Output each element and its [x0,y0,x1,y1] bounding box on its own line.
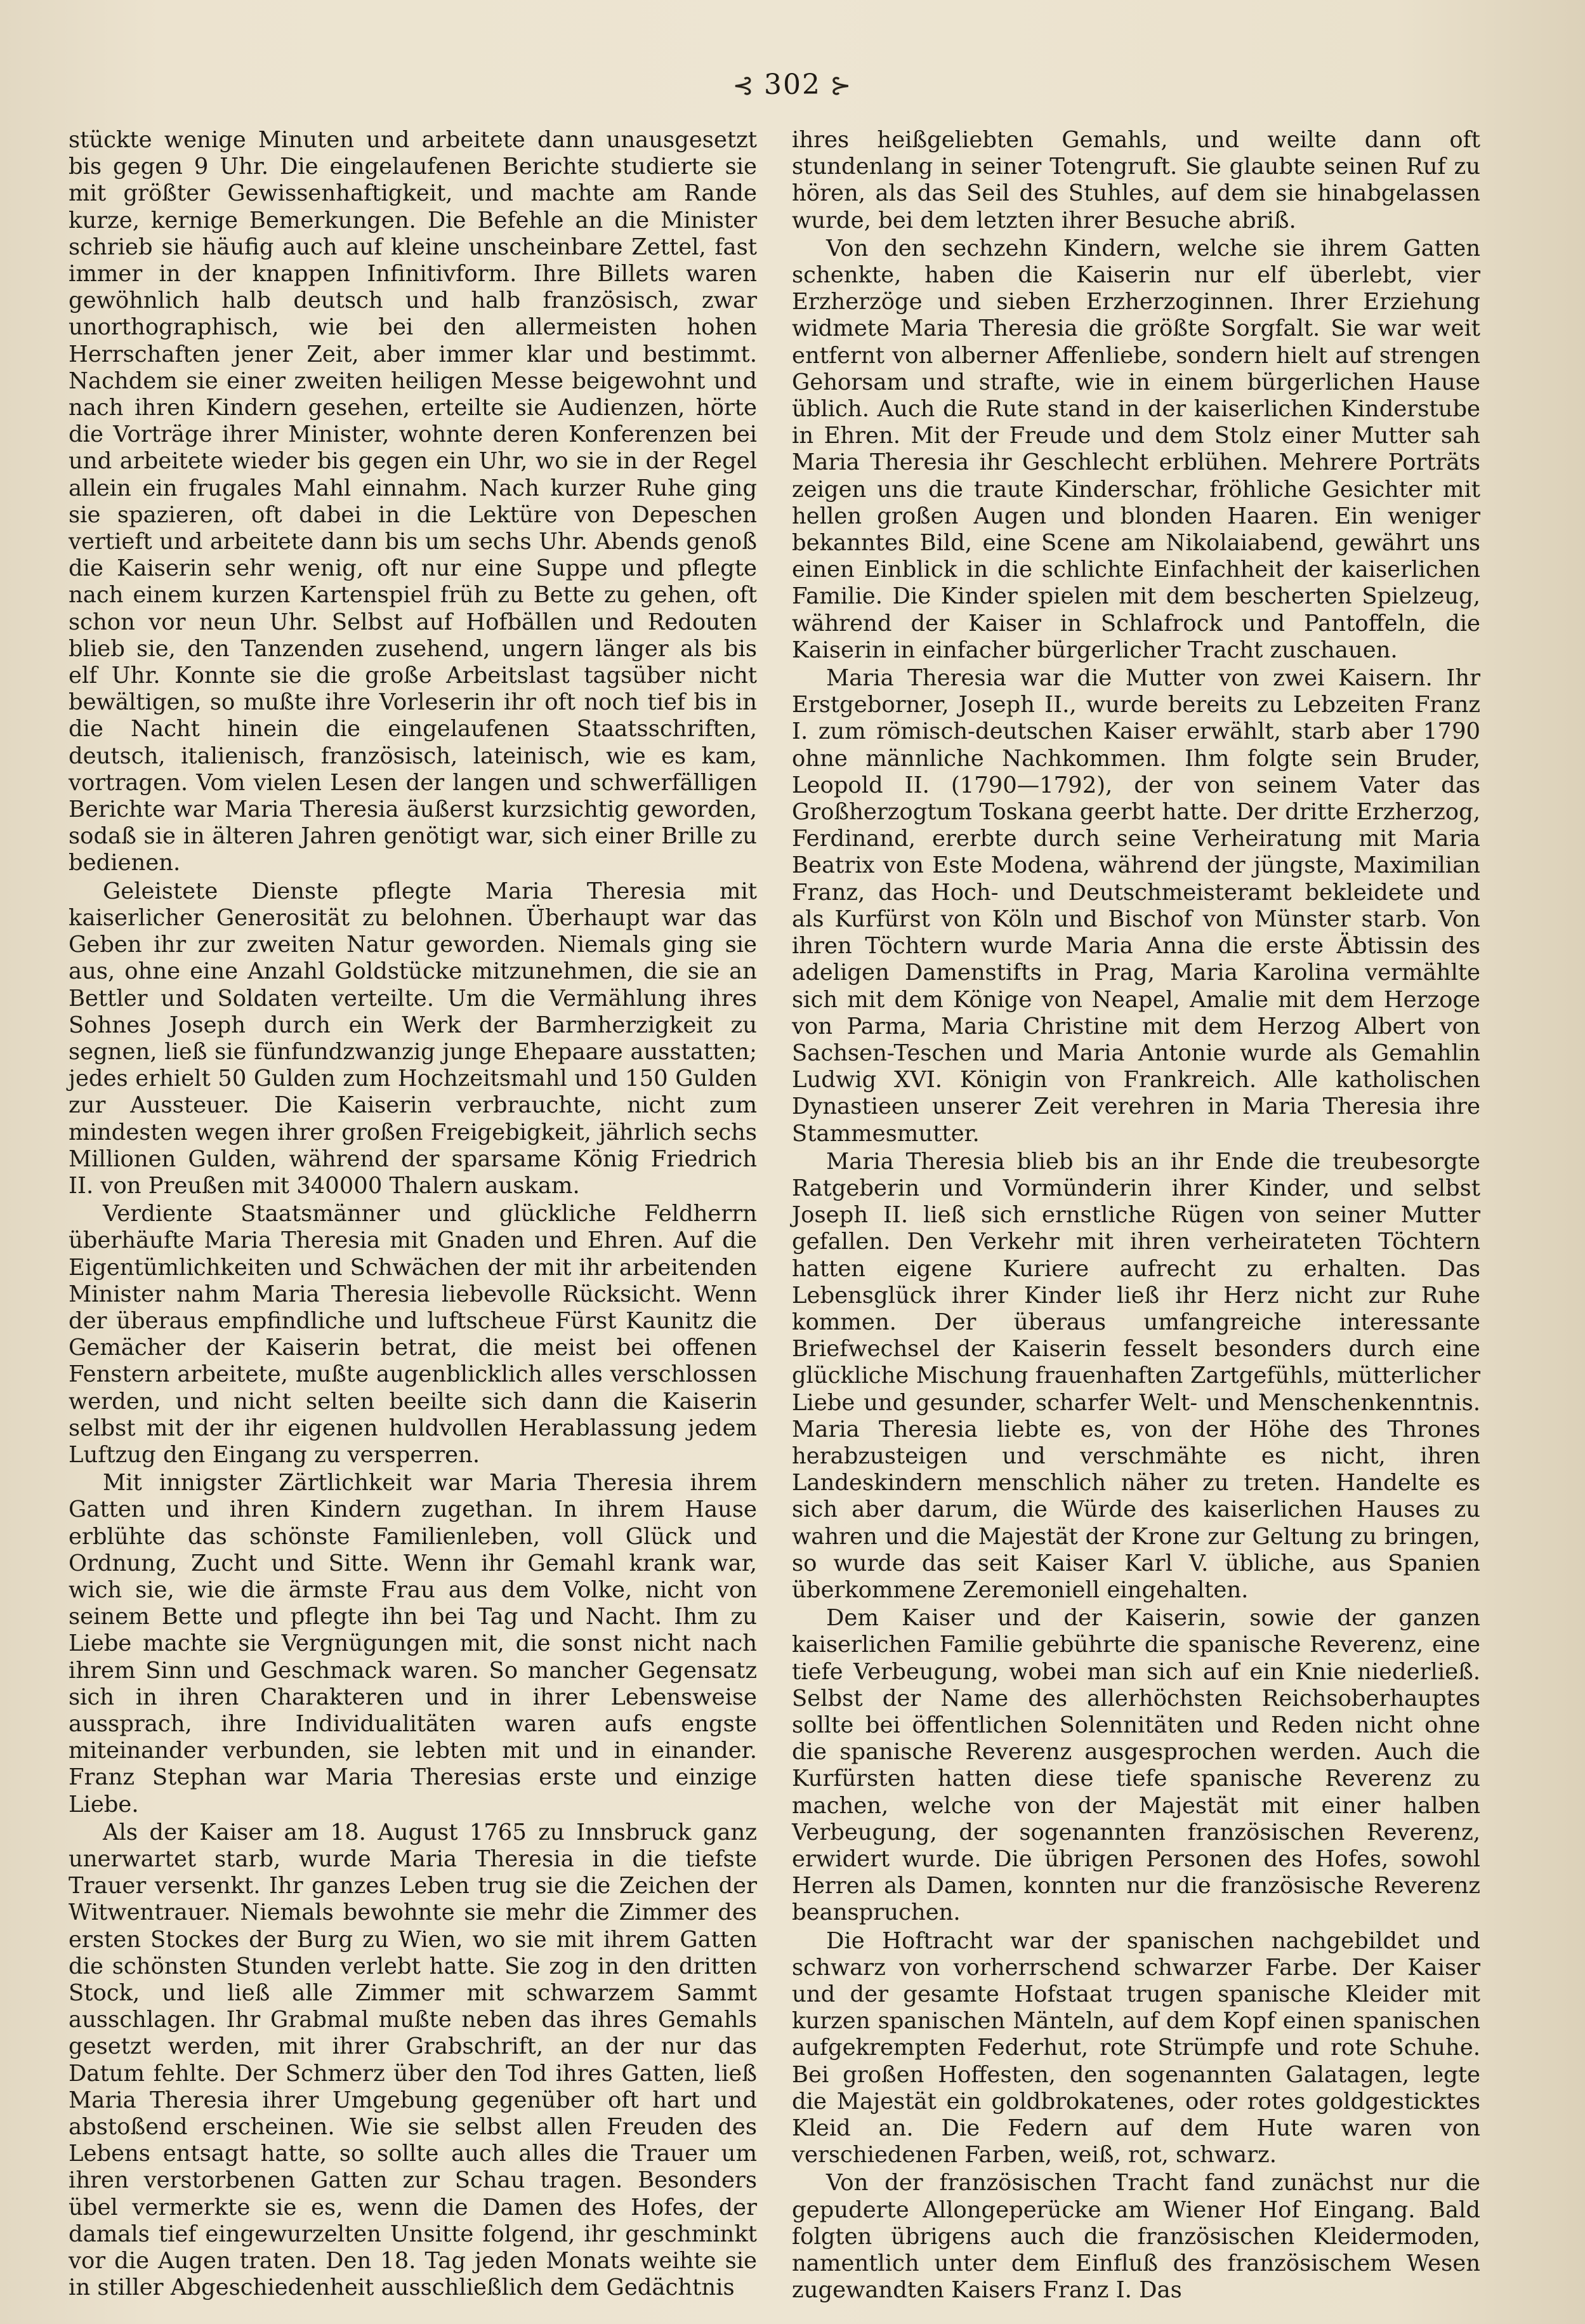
paragraph: Mit innigster Zärtlichkeit war Maria Theresia ihrem Gatten und ihren Kindern zugethan. In ihrem Hause erblühte das schönste Familienleben, voll Glück und Ordnung, Zucht und Sitte. Wenn ihr Gemahl krank war, wich sie, wie die ärmste Frau aus dem Volke, nicht von seinem Bette und pflegte ihn bei Tag und Nacht. Ihm zu Liebe machte sie Vergnügungen mit, die sonst nicht nach ihrem Sinn und Geschmack waren. So mancher Gegensatz sich in ihren Charakteren und in ihrer Lebensweise aussprach, ihre Individualitäten waren aufs engste miteinander verbunden, sie lebten mit und in einander. Franz Stephan war Maria Theresias erste und einzige Liebe. [69,1470,757,1818]
paragraph: Von den sechzehn Kindern, welche sie ihrem Gatten schenkte, haben die Kaiserin nur elf überlebt, vier Erzherzöge und sieben Erzherzoginnen. Ihrer Erziehung widmete Maria Theresia die größte Sorgfalt. Sie war weit entfernt von alberner Affenliebe, sondern hielt auf strengen Gehorsam und strafte, wie in einem bürgerlichen Hause üblich. Auch die Rute stand in der kaiserlichen Kinderstube in Ehren. Mit der Freude und dem Stolz einer Mutter sah Maria Theresia ihr Geschlecht erblühen. Mehrere Porträts zeigen uns die traute Kinderschar, fröhliche Gesichter mit hellen großen Augen und blonden Haaren. Ein weniger bekanntes Bild, eine Scene am Nikolaiabend, gewährt uns einen Einblick in die schlichte Einfachheit der kaiserlichen Familie. Die Kinder spielen mit dem bescherten Spielzeug, während der Kaiser in Schlafrock und Pantoffeln, die Kaiserin in einfacher bürgerlicher Tracht zuschauen. [792,235,1480,663]
paragraph: Dem Kaiser und der Kaiserin, sowie der ganzen kaiserlichen Familie gebührte die spanische Reverenz, eine tiefe Verbeugung, wobei man sich auf ein Knie niederließ. Selbst der Name des allerhöchsten Reichsoberhauptes sollte bei öffentlichen Solennitäten und Reden nicht ohne die spanische Reverenz ausgesprochen werden. Auch die Kurfürsten hatten diese tiefe spanische Reverenz zu machen, welche von der Majestät mit einer halben Verbeugung, der sogenannten französischen Reverenz, erwidert wurde. Die übrigen Personen des Hofes, sowohl Herren als Damen, konnten nur die französische Reverenz beanspruchen. [792,1605,1480,1926]
page-number: 302 [764,69,821,101]
paragraph: ihres heißgeliebten Gemahls, und weilte dann oft stundenlang in seiner Totengruft. Sie glaubte seinen Ruf zu hören, als das Seil des Stuhles, auf dem sie hinabgelassen wurde, bei dem letzten ihrer Besuche abriß. [792,127,1480,234]
right-column [792,127,1480,2304]
paragraph: Von der französischen Tracht fand zunächst nur die gepuderte Allongeperücke am Wiener Hof Eingang. Bald folgten übrigens auch die französischen Kleidermoden, namentlich unter dem Einfluß des französischem Wesen zugewandten Kaisers Franz I. Das [792,2170,1480,2304]
paragraph: Maria Theresia blieb bis an ihr Ende die treubesorgte Ratgeberin und Vormünderin ihrer Kinder, und selbst Joseph II. ließ sich ernstliche Rügen von seiner Mutter gefallen. Den Verkehr mit ihren verheirateten Töchtern hatten eigene Kuriere aufrecht zu erhalten. Das Lebensglück ihrer Kinder ließ ihr Herz nicht zur Ruhe kommen. Der überaus umfangreiche interessante Briefwechsel der Kaiserin fesselt besonders durch eine glückliche Mischung frauenhaften Zartgefühls, mütterlicher Liebe und gesunder, scharfer Welt- und Menschenkenntnis. Maria Theresia liebte es, von der Höhe des Thrones herabzusteigen und verschmähte es nicht, ihren Landeskindern menschlich näher zu treten. Handelte es sich aber darum, die Würde des kaiserlichen Hauses zu wahren und die Majestät der Krone zur Geltung zu bringen, so wurde das seit Kaiser Karl V. übliche, aus Spanien überkommene Zeremoniell eingehalten. [792,1148,1480,1603]
ornament-left-icon: ⊰ [732,71,755,100]
left-column [69,127,757,2301]
page-header [0,69,1585,101]
paragraph: Maria Theresia war die Mutter von zwei Kaisern. Ihr Erstgeborner, Joseph II., wurde bereits zu Lebzeiten Franz I. zum römisch-deutschen Kaiser erwählt, starb aber 1790 ohne männliche Nachkommen. Ihm folgte sein Bruder, Leopold II. (1790—1792), der von seinem Vater das Großherzogtum Toskana geerbt hatte. Der dritte Erzherzog, Ferdinand, ererbte durch seine Verheiratung mit Maria Beatrix von Este Modena, während der jüngste, Maximilian Franz, das Hoch- und Deutschmeisteramt bekleidete und als Kurfürst von Köln und Bischof von Münster starb. Von ihren Töchtern wurde Maria Anna die erste Äbtissin des adeligen Damenstifts in Prag, Maria Karolina vermählte sich mit dem Könige von Neapel, Amalie mit dem Herzoge von Parma, Maria Christine mit dem Herzog Albert von Sachsen-Teschen und Maria Antonie wurde als Gemahlin Ludwig XVI. Königin von Frankreich. Alle katholischen Dynastieen unserer Zeit verehren in Maria Theresia ihre Stammesmutter. [792,665,1480,1147]
paragraph: Als der Kaiser am 18. August 1765 zu Innsbruck ganz unerwartet starb, wurde Maria Theresia in die tiefste Trauer versenkt. Ihr ganzes Leben trug sie die Zeichen der Witwentrauer. Niemals bewohnte sie mehr die Zimmer des ersten Stockes der Burg zu Wien, wo sie mit ihrem Gatten die schönsten Stunden verlebt hatte. Sie zog in den dritten Stock, und ließ alle Zimmer mit schwarzem Sammt ausschlagen. Ihr Grabmal mußte neben das ihres Gemahls gesetzt werden, mit ihrer Grabschrift, an der nur das Datum fehlte. Der Schmerz über den Tod ihres Gatten, ließ Maria Theresia ihrer Umgebung gegenüber oft hart und abstoßend erscheinen. Wie sie selbst allen Freuden des Lebens entsagt hatte, so sollte auch alles die Trauer um ihren verstorbenen Gatten zur Schau tragen. Besonders übel vermerkte sie es, wenn die Damen des Hofes, der damals tief eingewurzelten Unsitte folgend, ihr geschminkt vor die Augen traten. Den 18. Tag jeden Monats weihte sie in stiller Abgeschiedenheit ausschließlich dem Gedächtnis [69,1819,757,2301]
paragraph: Geleistete Dienste pflegte Maria Theresia mit kaiserlicher Generosität zu belohnen. Überhaupt war das Geben ihr zur zweiten Natur geworden. Niemals ging sie aus, ohne eine Anzahl Goldstücke mitzunehmen, die sie an Bettler und Soldaten verteilte. Um die Vermählung ihres Sohnes Joseph durch ein Werk der Barmherzigkeit zu segnen, ließ sie fünfundzwanzig junge Ehepaare ausstatten; jedes erhielt 50 Gulden zum Hochzeitsmahl und 150 Gulden zur Aussteuer. Die Kaiserin verbrauchte, nicht zum mindesten wegen ihrer großen Freigebigkeit, jährlich sechs Millionen Gulden, während der sparsame König Friedrich II. von Preußen mit 340000 Thalern auskam. [69,878,757,1199]
paragraph: stückte wenige Minuten und arbeitete dann unausgesetzt bis gegen 9 Uhr. Die eingelaufenen Berichte studierte sie mit größter Gewissenhaftigkeit, und machte am Rande kurze, kernige Bemerkungen. Die Befehle an die Minister schrieb sie häufig auch auf kleine unscheinbare Zettel, fast immer in der knappen Infinitivform. Ihre Billets waren gewöhnlich halb deutsch und halb französisch, zwar unorthographisch, wie bei den allermeisten hohen Herrschaften jener Zeit, aber immer klar und bestimmt. Nachdem sie einer zweiten heiligen Messe beigewohnt und nach ihren Kindern gesehen, erteilte sie Audienzen, hörte die Vorträge ihrer Minister, wohnte deren Konferenzen bei und arbeitete wieder bis gegen ein Uhr, wo sie in der Regel allein ein frugales Mahl einnahm. Nach kurzer Ruhe ging sie spazieren, oft dabei in die Lektüre von Depeschen vertieft und arbeitete dann bis um sechs Uhr. Abends genoß die Kaiserin sehr wenig, oft nur eine Suppe und pflegte nach einem kurzen Kartenspiel früh zu Bette zu gehen, oft schon vor neun Uhr. Selbst auf Hofbällen und Redouten blieb sie, den Tanzenden zusehend, ungern länger als bis elf Uhr. Konnte sie die große Arbeitslast tagsüber nicht bewältigen, so mußte ihre Vorleserin ihr oft noch tief bis in die Nacht hinein die eingelaufenen Staatsschriften, deutsch, italienisch, französisch, lateinisch, wie es kam, vortragen. Vom vielen Lesen der langen und schwerfälligen Berichte war Maria Theresia äußerst kurzsichtig geworden, sodaß sie in älteren Jahren genötigt war, sich einer Brille zu bedienen. [69,127,757,876]
paragraph: Die Hoftracht war der spanischen nachgebildet und schwarz von vorherrschend schwarzer Farbe. Der Kaiser und der gesamte Hofstaat trugen spanische Kleider mit kurzen spanischen Mänteln, auf dem Kopf einen spanischen aufgekrempten Federhut, rote Strümpfe und rote Schuhe. Bei großen Hoffesten, den sogenannten Galatagen, legte die Majestät ein goldbrokatenes, oder rotes goldgesticktes Kleid an. Die Federn auf dem Hute waren von verschiedenen Farben, weiß, rot, schwarz. [792,1927,1480,2169]
ornament-right-icon: ⊱ [829,71,853,100]
paragraph: Verdiente Staatsmänner und glückliche Feldherrn überhäufte Maria Theresia mit Gnaden und Ehren. Auf die Eigentümlichkeiten und Schwächen der mit ihr arbeitenden Minister nahm Maria Theresia liebevolle Rücksicht. Wenn der überaus empfindliche und luftscheue Fürst Kaunitz die Gemächer der Kaiserin betrat, die meist bei offenen Fenstern arbeitete, mußte augenblicklich alles verschlossen werden, und nicht selten beeilte sich dann die Kaiserin selbst mit der ihr eigenen huldvollen Herablassung jedem Luftzug den Eingang zu versperren. [69,1201,757,1468]
